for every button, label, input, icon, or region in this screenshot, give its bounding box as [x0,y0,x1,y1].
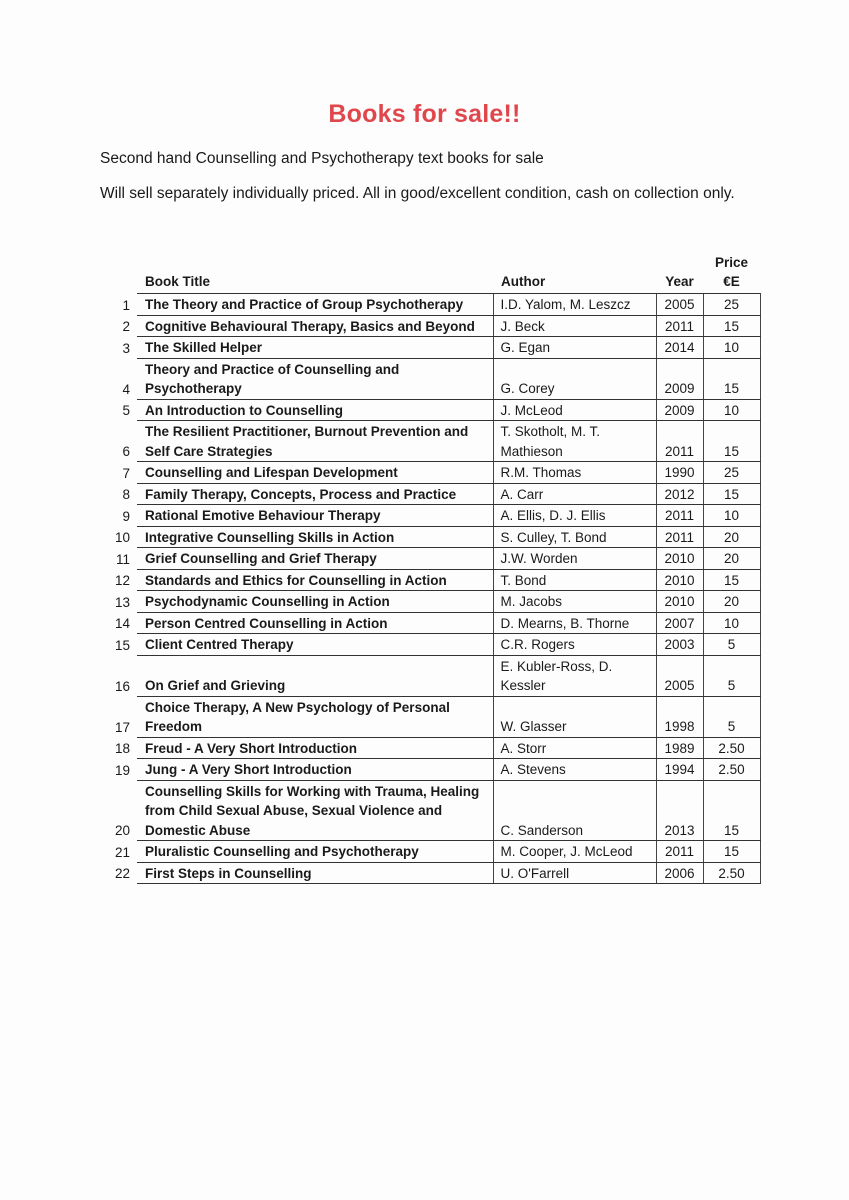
table-row [100,526,760,548]
table-row [100,358,760,399]
author-cell: G. Egan [493,337,656,359]
book-title-cell: Choice Therapy, A New Psychology of Personal Freedom [137,696,493,737]
price-cell: 15 [703,483,760,505]
price-cell: 15 [703,569,760,591]
row-number: 18 [114,741,130,756]
year-cell: 2011 [656,505,703,527]
author-cell: C. Sanderson [493,780,656,841]
table-row [100,737,760,759]
year-cell: 2011 [656,841,703,863]
books-table [100,253,761,884]
table-row [100,759,760,781]
table-row [100,634,760,656]
price-cell: 20 [703,526,760,548]
row-number: 7 [122,465,130,481]
price-cell: 25 [703,462,760,484]
price-cell: 2.50 [703,862,760,884]
table-row [100,612,760,634]
book-title-cell: The Skilled Helper [137,337,493,359]
book-title-cell: On Grief and Grieving [137,655,493,696]
header-price-line1: Price [714,255,749,270]
author-cell: A. Storr [493,737,656,759]
book-title-cell: Counselling and Lifespan Development [137,462,493,484]
author-cell: J. McLeod [493,399,656,421]
book-title-cell: Integrative Counselling Skills in Action [137,526,493,548]
table-row [100,421,760,462]
book-title-cell: Family Therapy, Concepts, Process and Practice [137,483,493,505]
year-cell: 2010 [656,569,703,591]
year-cell: 2010 [656,548,703,570]
book-title-cell: Pluralistic Counselling and Psychotherapy [137,841,493,863]
header-year: Year [665,274,694,289]
author-cell: A. Carr [493,483,656,505]
table-row [100,462,760,484]
price-cell: 2.50 [703,737,760,759]
price-cell: 15 [703,421,760,462]
price-cell: 20 [703,548,760,570]
price-cell: 2.50 [703,759,760,781]
row-number: 19 [114,762,130,778]
terms-text: Will sell separately individually priced. All in good/excellent condition, cash on collection only. [100,185,735,202]
price-cell: 5 [703,655,760,696]
table-header-row [100,253,760,294]
author-cell: J.W. Worden [493,548,656,570]
year-cell: 2012 [656,483,703,505]
year-cell: 1990 [656,462,703,484]
year-cell: 2007 [656,612,703,634]
author-cell: I.D. Yalom, M. Leszcz [493,294,656,316]
price-cell: 5 [703,696,760,737]
row-number: 2 [122,319,130,334]
row-number: 14 [114,616,130,631]
year-cell: 2003 [656,634,703,656]
book-title-cell: Rational Emotive Behaviour Therapy [137,505,493,527]
row-number: 4 [122,381,130,397]
book-title-cell: First Steps in Counselling [137,862,493,884]
table-row [100,862,760,884]
year-cell: 2005 [656,294,703,316]
price-cell: 10 [703,505,760,527]
row-number: 11 [115,551,130,567]
row-number: 9 [122,508,130,524]
year-cell: 2011 [656,421,703,462]
header-number [100,253,137,294]
author-cell: S. Culley, T. Bond [493,526,656,548]
book-title-cell: Theory and Practice of Counselling and Psychotherapy [137,358,493,399]
row-number: 8 [122,487,130,502]
table-row [100,696,760,737]
year-cell: 2014 [656,337,703,359]
table-row [100,780,760,841]
table-row [100,399,760,421]
row-number: 10 [114,530,130,545]
header-author: Author [501,274,546,289]
year-cell: 2005 [656,655,703,696]
page-heading: Books for sale!! [328,100,521,128]
book-title-cell: Jung - A Very Short Introduction [137,759,493,781]
row-number: 21 [114,844,130,860]
book-title-cell: The Resilient Practitioner, Burnout Prevention and Self Care Strategies [137,421,493,462]
price-cell: 15 [703,315,760,337]
row-number: 20 [114,823,130,838]
table-row [100,505,760,527]
book-title-cell: Client Centred Therapy [137,634,493,656]
intro-text: Second hand Counselling and Psychotherapy text books for sale [100,150,544,167]
row-number: 6 [122,444,130,459]
year-cell: 2009 [656,399,703,421]
row-number: 15 [114,637,130,653]
book-title-cell: Grief Counselling and Grief Therapy [137,548,493,570]
table-row [100,569,760,591]
author-cell: C.R. Rogers [493,634,656,656]
table-row [100,337,760,359]
book-title-cell: Counselling Skills for Working with Trauma, Healing from Child Sexual Abuse, Sexual Violence and Domestic Abuse [137,780,493,841]
price-cell: 10 [703,337,760,359]
year-cell: 2006 [656,862,703,884]
table-row [100,548,760,570]
row-number: 17 [114,719,130,735]
book-title-cell: An Introduction to Counselling [137,399,493,421]
price-cell: 15 [703,780,760,841]
table-row [100,294,760,316]
table-row [100,841,760,863]
price-cell: 10 [703,612,760,634]
author-cell: J. Beck [493,315,656,337]
price-cell: 15 [703,841,760,863]
price-cell: 10 [703,399,760,421]
book-title-cell: Cognitive Behavioural Therapy, Basics and Beyond [137,315,493,337]
row-number: 16 [114,678,130,694]
header-price-line2: €E [723,274,740,289]
table-row [100,655,760,696]
price-cell: 15 [703,358,760,399]
book-title-cell: Person Centred Counselling in Action [137,612,493,634]
books-table-body [100,294,760,884]
author-cell: A. Ellis, D. J. Ellis [493,505,656,527]
row-number: 1 [122,297,130,313]
row-number: 22 [114,866,130,881]
year-cell: 2011 [656,315,703,337]
row-number: 3 [122,340,130,356]
row-number: 12 [114,573,130,588]
year-cell: 2009 [656,358,703,399]
row-number: 13 [114,594,130,610]
author-cell: T. Bond [493,569,656,591]
header-price [703,253,760,294]
price-cell: 20 [703,591,760,613]
table-row [100,483,760,505]
price-cell: 5 [703,634,760,656]
row-number: 5 [122,403,130,418]
author-cell: E. Kubler-Ross, D. Kessler [493,655,656,696]
book-title-cell: The Theory and Practice of Group Psychotherapy [137,294,493,316]
author-cell: R.M. Thomas [493,462,656,484]
author-cell: G. Corey [493,358,656,399]
year-cell: 1998 [656,696,703,737]
book-title-cell: Psychodynamic Counselling in Action [137,591,493,613]
author-cell: T. Skotholt, M. T. Mathieson [493,421,656,462]
author-cell: A. Stevens [493,759,656,781]
book-title-cell: Standards and Ethics for Counselling in Action [137,569,493,591]
author-cell: U. O'Farrell [493,862,656,884]
year-cell: 1994 [656,759,703,781]
author-cell: D. Mearns, B. Thorne [493,612,656,634]
author-cell: W. Glasser [493,696,656,737]
price-cell: 25 [703,294,760,316]
book-title-cell: Freud - A Very Short Introduction [137,737,493,759]
author-cell: M. Jacobs [493,591,656,613]
year-cell: 2010 [656,591,703,613]
author-cell: M. Cooper, J. McLeod [493,841,656,863]
header-book-title: Book Title [145,274,211,289]
table-row [100,315,760,337]
year-cell: 1989 [656,737,703,759]
year-cell: 2013 [656,780,703,841]
table-row [100,591,760,613]
year-cell: 2011 [656,526,703,548]
